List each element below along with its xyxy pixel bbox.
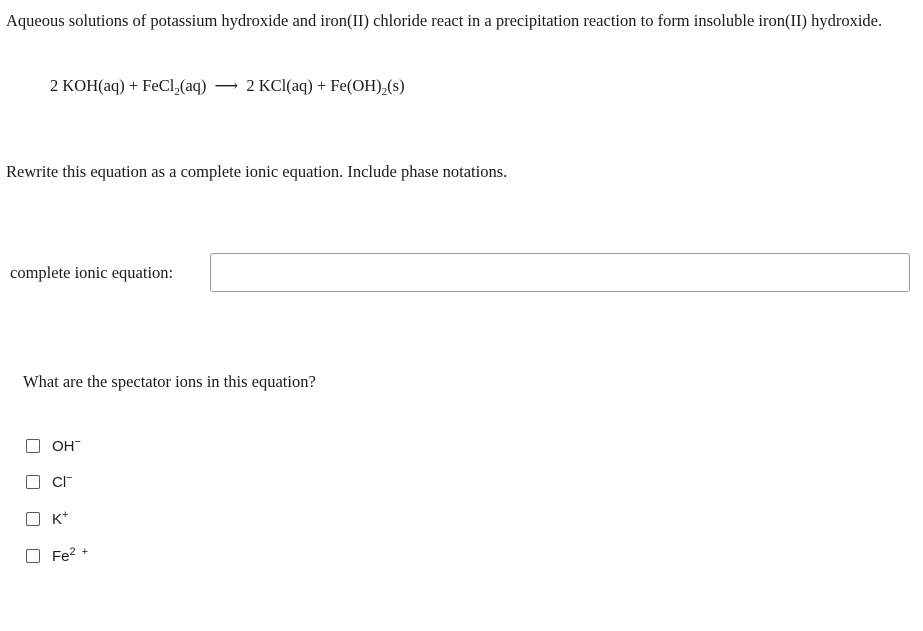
ion-charge-sign: + bbox=[81, 545, 89, 558]
spectator-option-hydroxide[interactable] bbox=[26, 436, 81, 456]
equation-products: 2 KCl(aq) + Fe(OH) bbox=[246, 76, 382, 95]
complete-ionic-equation-input[interactable] bbox=[210, 253, 910, 292]
ion-charge: − bbox=[66, 471, 73, 484]
equation-reactants: 2 KOH(aq) + FeCl bbox=[50, 76, 175, 95]
equation-product-phase: (s) bbox=[387, 76, 405, 95]
ion-symbol: K bbox=[52, 510, 63, 528]
equation-reactant-subscript: 2 bbox=[174, 86, 180, 98]
checkbox-iron[interactable] bbox=[26, 549, 40, 563]
option-label-potassium bbox=[52, 508, 69, 528]
option-label-chloride bbox=[52, 471, 73, 491]
checkbox-potassium[interactable] bbox=[26, 512, 40, 526]
spectator-question: What are the spectator ions in this equation? bbox=[23, 372, 316, 391]
ion-charge: 2 bbox=[69, 545, 76, 558]
spectator-option-chloride[interactable] bbox=[26, 472, 73, 492]
intro-text: Aqueous solutions of potassium hydroxide and iron(II) chloride react in a precipitation reaction to form insoluble iron(II) hydroxide. bbox=[6, 11, 883, 30]
checkbox-chloride[interactable] bbox=[26, 475, 40, 489]
ion-charge: − bbox=[74, 435, 81, 448]
complete-ionic-equation-label: complete ionic equation: bbox=[10, 263, 174, 282]
ion-symbol: Cl bbox=[52, 473, 67, 491]
equation-reactant-phase: (aq) bbox=[179, 76, 207, 95]
option-label-iron bbox=[52, 545, 89, 565]
option-label-hydroxide bbox=[52, 435, 81, 455]
checkbox-hydroxide[interactable] bbox=[26, 439, 40, 453]
instruction-text: Rewrite this equation as a complete ionic equation. Include phase notations. bbox=[6, 162, 508, 181]
spectator-option-iron[interactable] bbox=[26, 546, 88, 566]
reaction-arrow: ⟶ bbox=[214, 76, 239, 95]
chemical-equation bbox=[50, 76, 405, 96]
ion-symbol: Fe bbox=[52, 547, 70, 565]
spectator-option-potassium[interactable] bbox=[26, 509, 68, 529]
ion-charge: + bbox=[62, 508, 69, 521]
equation-product-subscript: 2 bbox=[381, 86, 388, 98]
ion-symbol: OH bbox=[52, 437, 75, 455]
